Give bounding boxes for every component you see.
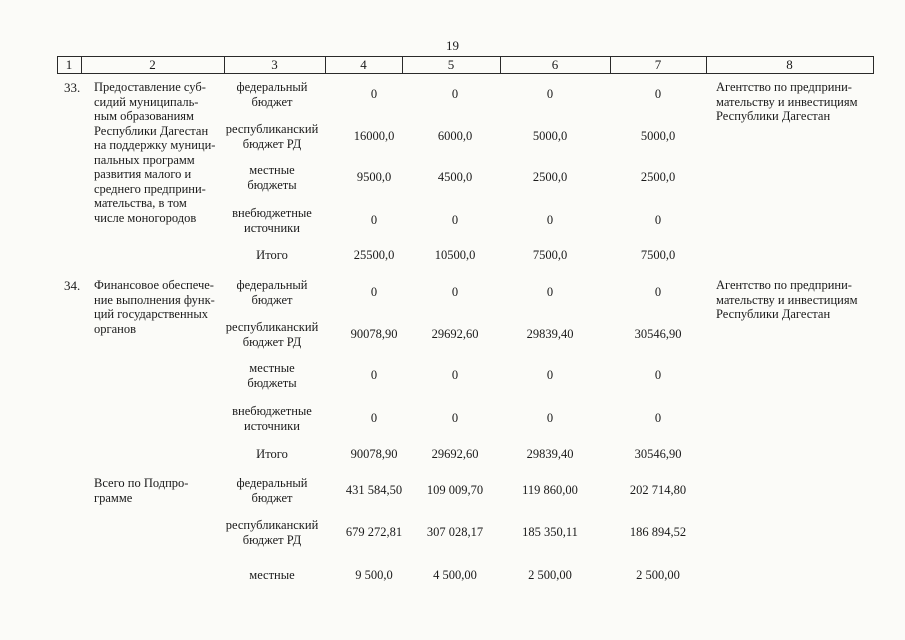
column-header-7: 7 — [654, 57, 662, 72]
program-name-line: развития малого и — [94, 167, 192, 181]
column-header-5: 5 — [447, 57, 455, 72]
funding-source-line: бюджет РД — [242, 532, 302, 547]
funding-source-line: федеральный — [236, 476, 308, 490]
amount-value: 0 — [654, 213, 662, 227]
column-header-2: 2 — [149, 57, 156, 72]
funding-source-line: Итого — [256, 248, 288, 262]
amount-value: 0 — [546, 213, 554, 227]
program-name-line: среднего предприни- — [94, 181, 206, 196]
funding-source-line: бюджеты — [247, 177, 297, 192]
amount-value: 0 — [370, 285, 378, 299]
amount-value: 16000,0 — [353, 129, 395, 143]
amount-value: 5000,0 — [532, 129, 568, 143]
amount-value: 0 — [654, 411, 662, 425]
amount-value: 0 — [370, 87, 378, 101]
column-header-1: 1 — [65, 57, 73, 72]
program-name-line: органов — [94, 321, 137, 336]
amount-value: 679 272,81 — [345, 525, 403, 539]
amount-value: 29692,60 — [431, 447, 479, 461]
funding-source-line: источники — [244, 418, 300, 433]
funding-source-line: бюджет — [251, 94, 293, 109]
program-name-line: Всего по Подпро- — [94, 476, 189, 490]
amount-value: 307 028,17 — [426, 525, 484, 539]
amount-value: 0 — [370, 368, 378, 382]
amount-value: 6000,0 — [437, 129, 473, 143]
funding-source-line: федеральный — [236, 278, 308, 292]
amount-value: 7500,0 — [640, 248, 676, 262]
row-number: 33. — [64, 80, 81, 95]
amount-value: 0 — [654, 87, 662, 101]
column-header-4: 4 — [360, 57, 367, 72]
funding-source-line: внебюджетные — [232, 206, 312, 220]
amount-value: 30546,90 — [634, 327, 682, 341]
funding-source-line: бюджет РД — [242, 136, 302, 151]
amount-value: 0 — [546, 87, 554, 101]
program-name-line: ций государственных — [94, 307, 208, 321]
program-name-line: числе моногородов — [94, 210, 197, 225]
column-header-6: 6 — [551, 57, 559, 72]
amount-value: 0 — [370, 411, 378, 425]
amount-value: 9500,0 — [356, 170, 392, 184]
amount-value: 186 894,52 — [629, 525, 687, 539]
funding-source-line: источники — [244, 220, 300, 235]
amount-value: 4 500,00 — [433, 568, 477, 582]
amount-value: 90078,90 — [350, 447, 398, 461]
program-name-line: мательства, в том — [94, 196, 187, 210]
amount-value: 9 500,0 — [355, 568, 393, 582]
amount-value: 4500,0 — [437, 170, 473, 184]
amount-value: 202 714,80 — [629, 483, 687, 497]
amount-value: 0 — [654, 285, 662, 299]
amount-value: 29839,40 — [526, 447, 574, 461]
amount-value: 10500,0 — [434, 248, 476, 262]
funding-source-line: Итого — [256, 447, 288, 461]
program-name-line: Финансовое обеспече- — [94, 278, 214, 292]
funding-source-line: внебюджетные — [232, 404, 312, 418]
amount-value: 109 009,70 — [426, 483, 484, 497]
responsible-agency-line: Агентство по предприни- — [716, 80, 852, 94]
funding-source-line: бюджеты — [247, 375, 297, 390]
amount-value: 0 — [546, 411, 554, 425]
responsible-agency-line: мательству и инвестициям — [716, 292, 858, 307]
amount-value: 0 — [546, 368, 554, 382]
amount-value: 0 — [451, 87, 459, 101]
program-name-line: Предоставление суб- — [94, 80, 206, 94]
amount-value: 0 — [370, 213, 378, 227]
amount-value: 25500,0 — [353, 248, 395, 262]
funding-source-line: местные — [249, 568, 295, 582]
program-name-line: пальных программ — [94, 152, 195, 167]
funding-source-line: федеральный — [236, 80, 308, 94]
responsible-agency-line: Республики Дагестан — [716, 109, 831, 123]
amount-value: 2 500,00 — [636, 568, 680, 582]
funding-source-line: бюджет — [251, 490, 293, 505]
amount-value: 0 — [451, 285, 459, 299]
program-name-line: Республики Дагестан — [94, 123, 209, 138]
amount-value: 29839,40 — [526, 327, 574, 341]
amount-value: 431 584,50 — [345, 483, 403, 497]
amount-value: 30546,90 — [634, 447, 682, 461]
amount-value: 2500,0 — [640, 170, 676, 184]
amount-value: 0 — [546, 285, 554, 299]
amount-value: 7500,0 — [532, 248, 568, 262]
column-header-3: 3 — [271, 57, 278, 72]
column-header-8: 8 — [786, 57, 793, 72]
program-name-line: ние выполнения функ- — [94, 292, 215, 307]
amount-value: 185 350,11 — [522, 525, 578, 539]
funding-source-line: республиканский — [225, 122, 319, 136]
row-number: 34. — [64, 278, 81, 293]
responsible-agency-line: мательству и инвестициям — [716, 94, 858, 109]
header-bottom-rule — [57, 73, 873, 74]
page-number: 19 — [446, 38, 459, 53]
amount-value: 90078,90 — [350, 327, 398, 341]
header-column-divider — [873, 56, 874, 74]
amount-value: 2500,0 — [532, 170, 568, 184]
amount-value: 0 — [451, 213, 459, 227]
amount-value: 0 — [451, 411, 459, 425]
funding-source-line: местные — [249, 163, 295, 177]
funding-source-line: местные — [249, 361, 295, 375]
responsible-agency-line: Республики Дагестан — [716, 307, 831, 321]
amount-value: 2 500,00 — [528, 568, 572, 582]
responsible-agency-line: Агентство по предприни- — [716, 278, 852, 292]
program-name-line: ным образованиям — [94, 109, 194, 123]
amount-value: 5000,0 — [640, 129, 676, 143]
amount-value: 29692,60 — [431, 327, 479, 341]
amount-value: 0 — [451, 368, 459, 382]
program-name-line: грамме — [94, 490, 133, 505]
funding-source-line: бюджет РД — [242, 334, 302, 349]
amount-value: 119 860,00 — [522, 483, 578, 497]
program-name-line: на поддержку муници- — [94, 138, 216, 152]
funding-source-line: бюджет — [251, 292, 293, 307]
amount-value: 0 — [654, 368, 662, 382]
program-name-line: сидий муниципаль- — [94, 94, 199, 109]
funding-source-line: республиканский — [225, 518, 319, 532]
funding-source-line: республиканский — [225, 320, 319, 334]
